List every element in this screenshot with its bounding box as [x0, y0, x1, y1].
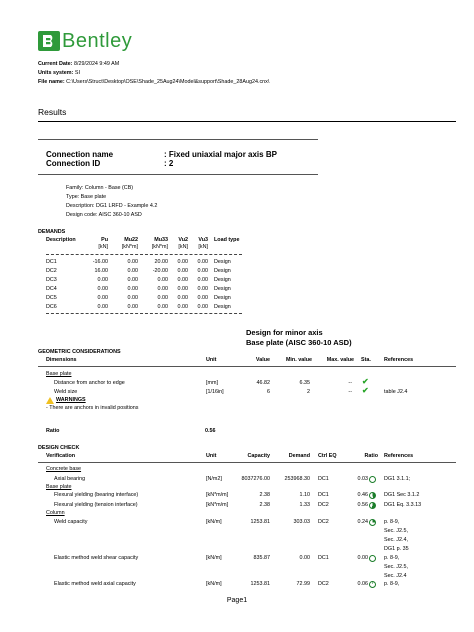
geometric-header: Dimensions Unit Value Min. value Max. value Sta. References: [46, 357, 414, 363]
demands-divider: [46, 254, 242, 255]
demands-header: Description Pu Mu22 Mu33 Vu2 Vu3 Load type: [46, 237, 240, 243]
warning-icon: [46, 397, 54, 404]
current-date: Current Date: 8/29/2024 9:49 AM: [38, 61, 120, 67]
warning-message: - There are anchors in invalid positions: [46, 405, 139, 411]
connection-id-label: Connection ID: [46, 159, 101, 168]
bentley-logo-icon: [38, 31, 60, 51]
demands-title: DEMANDS: [38, 229, 66, 235]
table-row: Axial bearing [N/m2] 8037276.00 253968.30 DC1 0.03 DG1 3.1.1;: [54, 476, 411, 482]
table-row: DC1 -16.00 0.00 20.00 0.00 0.00 Design: [46, 259, 231, 265]
detail-description: Description: DG1 LRFD - Example 4.2: [66, 203, 158, 209]
table-row: Flexural yielding (bearing interface) [kN*m/m] 2.38 1.10 DC1 0.46 DG1 Sec 3.1.2: [54, 492, 420, 498]
geometric-divider: [38, 366, 456, 367]
units-system: Units system: SI: [38, 70, 80, 76]
column-section: Column: [46, 510, 65, 516]
table-row: DC3 0.00 0.00 0.00 0.00 0.00 Design: [46, 277, 231, 283]
design-check-divider: [38, 462, 456, 463]
demands-bottom-divider: [46, 313, 242, 314]
table-row: DC6 0.00 0.00 0.00 0.00 0.00 Design: [46, 304, 231, 310]
results-title: Results: [38, 107, 67, 117]
design-heading-line2: Base plate (AISC 360-10 ASD): [246, 338, 352, 347]
ratio-pie-icon: [369, 502, 376, 509]
design-heading-line1: Design for minor axis: [246, 328, 323, 337]
connection-bottom-rule: [38, 174, 318, 175]
file-name: File name: C:\Users\Struct\Desktop\OSE\Shade_25Aug24\Model&support\Shade_28Aug24.cnx\: [38, 79, 270, 85]
results-divider: [38, 121, 456, 122]
detail-family: Family: Column - Base (CB): [66, 185, 134, 191]
demands-units: [kN] [kN*m] [kN*m] [kN] [kN]: [98, 244, 208, 250]
table-row: Flexural yielding (tension interface) [kN*m/m] 2.38 1.33 DC2 0.56 DG1 Eq. 3.3.13: [54, 502, 422, 508]
table-row: Elastic method weld axial capacity [kN/m] 1253.81 72.99 DC2 0.06 p. 8-9,: [54, 581, 400, 587]
check-icon: ✔: [362, 377, 369, 386]
ratio-value: 0.56: [205, 428, 216, 434]
table-row: Elastic method weld shear capacity [kN/m] 835.87 0.00 DC1 0.00 p. 8-9,: [54, 555, 400, 561]
reference-line: Sec. J2.5,: [384, 528, 408, 534]
page-number: Page1: [226, 597, 248, 604]
table-row: Distance from anchor to edge [mm] 46.82 6.35 -- ✔: [54, 377, 369, 386]
table-row: Weld capacity [kN/m] 1253.81 303.03 DC2 0.24 p. 8-9,: [54, 519, 400, 525]
detail-design-code: Design code: AISC 360-10 ASD: [66, 212, 142, 218]
ratio-pie-icon: [369, 476, 376, 483]
table-row: Weld size [1/16in] 6 2 -- ✔ table J2.4: [54, 386, 408, 395]
table-row: DC4 0.00 0.00 0.00 0.00 0.00 Design: [46, 286, 231, 292]
table-row: DC5 0.00 0.00 0.00 0.00 0.00 Design: [46, 295, 231, 301]
table-row: DC2 16.00 0.00 -20.00 0.00 0.00 Design: [46, 268, 231, 274]
warnings-heading: WARNINGS: [0, 397, 474, 404]
ratio-pie-icon: [369, 555, 376, 562]
reference-line: Sec. J2.5,: [384, 564, 408, 570]
ratio-pie-icon: [369, 492, 376, 499]
ratio-label: Ratio: [46, 428, 60, 434]
connection-id-value: : 2: [164, 159, 174, 168]
design-check-header: Verification Unit Capacity Demand Ctrl EQ Ratio References: [46, 453, 414, 459]
reference-line: DG1 p. 35: [384, 546, 409, 552]
base-plate-check-section: Base plate: [46, 484, 72, 490]
ratio-pie-icon: [369, 581, 376, 588]
connection-top-rule: [38, 139, 318, 140]
bentley-logo-text: Bentley: [62, 30, 133, 52]
concrete-base-section: Concrete base: [46, 466, 82, 472]
ratio-pie-icon: [369, 519, 376, 526]
base-plate-section: Base plate: [46, 371, 72, 377]
connection-name-label: Connection name: [46, 150, 114, 159]
detail-type: Type: Base plate: [66, 194, 107, 200]
reference-line: Sec. J2.4: [384, 573, 407, 579]
check-icon: ✔: [362, 386, 369, 395]
design-check-title: DESIGN CHECK: [38, 445, 80, 451]
geometric-title: GEOMETRIC CONSIDERATIONS: [38, 349, 121, 355]
connection-name-value: : Fixed uniaxial major axis BP: [164, 150, 277, 159]
reference-line: Sec. J2.4,: [384, 537, 408, 543]
